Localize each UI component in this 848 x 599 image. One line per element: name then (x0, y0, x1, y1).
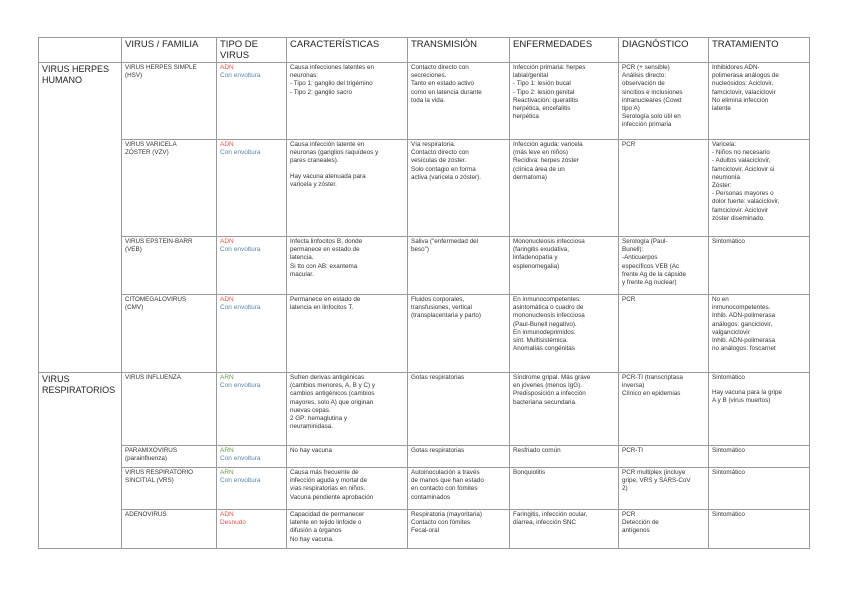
tratamiento-cell-line: dolor fuerte: valaciclovir, (712, 198, 780, 206)
caracteristicas-cell-line: nuevas cepas. (290, 406, 331, 414)
diagnostico-cell (619, 373, 709, 446)
transmision-cell-line: como en latencia durante (411, 88, 482, 96)
diagnostico-cell-line: Bunell): (622, 246, 644, 254)
caracteristicas-cell (287, 373, 408, 446)
enfermedades-cell-line: (clínica área de un (513, 165, 565, 173)
enfermedades-cell-line: Recidiva: herpes zóster (513, 157, 579, 165)
caracteristicas-cell-line: Causa infección latente en (290, 141, 365, 148)
diagnostico-cell-line: y frente Ag nuclear) (622, 279, 677, 287)
tratamiento-cell-line: inmunocompetentes. (712, 304, 771, 312)
caracteristicas-cell-line: (cambios menores, A, B y C) y (290, 382, 376, 390)
enfermedades-cell (510, 237, 619, 295)
enfermedades-cell-line: Infección aguda: varicela (513, 141, 583, 148)
diagnostico-cell-line: PCR (+ sensible) (622, 64, 670, 71)
nucleic-acid-label: ADN (220, 296, 234, 303)
tratamiento-cell-line: famciclovir. Aciclovir (712, 206, 768, 214)
header-empty (39, 38, 122, 63)
transmision-cell (408, 510, 510, 549)
diagnostico-cell-line: Serología (Paul- (622, 238, 668, 245)
tratamiento-cell-line: - Adultos valaciclovir, (712, 157, 771, 165)
enfermedades-cell (510, 373, 619, 446)
tratamiento-cell-line: - Niños no necesario (712, 149, 770, 157)
tratamiento-cell (709, 373, 810, 446)
nucleic-acid-label: ARN (220, 447, 234, 454)
header-enfermedades: ENFERMEDADES (510, 38, 619, 63)
enfermedades-cell-line: Mononucleosis infecciosa (513, 238, 585, 245)
envelope-label: Con envoltura (220, 149, 261, 157)
virus-name-line: SINCITIAL (VRS) (125, 477, 174, 485)
virus-name-line: VIRUS VARICELA (125, 141, 177, 148)
diagnostico-cell-line: PCR-TI (622, 447, 643, 454)
enfermedades-cell-line: - Tipo 1: lesión bucal (513, 80, 571, 88)
enfermedades-cell-line: esplenomegalia) (513, 262, 560, 270)
diagnostico-cell (619, 237, 709, 295)
virus-name-line: ADENOVIRUS (125, 511, 167, 518)
enfermedades-cell-line: labial/genital (513, 72, 549, 80)
enfermedades-cell-line: Reactivación: queratitis (513, 96, 579, 104)
transmision-cell-line: Vía respiratoria. (411, 141, 456, 148)
caracteristicas-cell-line: vías respiratorias en niños. (290, 485, 366, 493)
nucleic-acid-label: ADN (220, 141, 234, 148)
caracteristicas-cell-line: neuronas (ganglios raquídeos y (290, 149, 379, 157)
tratamiento-cell (709, 237, 810, 295)
tratamiento-cell-line: Sintomático (712, 511, 745, 518)
tratamiento-cell-line: Hay vacuna para la gripe (712, 389, 783, 397)
family-herpes: VIRUS HERPES HUMANO (39, 63, 122, 373)
caracteristicas-cell (287, 468, 408, 510)
enfermedades-cell-line: diarrea, infección SNC (513, 519, 576, 527)
caracteristicas-cell-line: Capacidad de permanecer (290, 511, 365, 518)
virus-name (122, 446, 217, 468)
caracteristicas-cell-line: infección aguda y mortal de (290, 477, 368, 485)
transmision-cell-line: de manos que han estado (411, 477, 484, 485)
virus-name-line: VIRUS EPSTEIN-BARR (125, 238, 193, 245)
enfermedades-cell (510, 468, 619, 510)
diagnostico-cell-line: específicos VEB (Ac (622, 262, 680, 270)
tratamiento-cell (709, 468, 810, 510)
caracteristicas-cell-line: Permanece en estado de (290, 296, 361, 303)
virus-type (217, 468, 287, 510)
caracteristicas-cell-line: pares craneales). (290, 157, 339, 165)
caracteristicas-cell-line: Infecta linfocitos B, donde (290, 238, 363, 245)
caracteristicas-cell-line: mayores, solo A) que originan (290, 398, 374, 406)
transmision-cell-line: Solo contagio en forma (411, 165, 476, 173)
diagnostico-cell-line: PCR (622, 511, 636, 518)
virus-type (217, 510, 287, 549)
diagnostico-cell (619, 446, 709, 468)
caracteristicas-cell-line: cambios antigénicos (cambios (290, 390, 375, 398)
virus-name (122, 63, 217, 140)
enfermedades-cell-line: Bonquiolitis (513, 469, 546, 476)
transmision-cell-line: Tanto en estado activo (411, 80, 475, 88)
caracteristicas-cell-line: difusión a órganos (290, 527, 342, 535)
caracteristicas-cell-line: permanece en estado de (290, 246, 360, 254)
diagnostico-cell-line: -Anticuerpos (622, 254, 658, 262)
virus-name-line: (parainfluenza) (125, 455, 168, 463)
enfermedades-cell (510, 510, 619, 549)
tratamiento-cell-line: Inhib. ADN-polimerasa (712, 337, 775, 345)
diagnostico-cell-line: infección primaria (622, 121, 672, 129)
enfermedades-cell-line: en jóvenes (menos IgG). (513, 382, 582, 390)
caracteristicas-cell (287, 63, 408, 140)
transmision-cell-line: toda la vida. (411, 96, 445, 104)
diagnostico-cell (619, 63, 709, 140)
tratamiento-cell-line: - Personas mayores o (712, 190, 774, 198)
transmision-cell-line: Autoinoculación a través (411, 469, 480, 476)
virus-name-line: CITOMEGALOVIRUS (125, 296, 187, 303)
header-row (39, 38, 810, 63)
diagnostico-cell-line: PCR multiplex (incluye (622, 469, 686, 476)
envelope-label: Con envoltura (220, 477, 261, 485)
caracteristicas-cell-line: Hay vacuna atenuada para (290, 172, 366, 180)
tratamiento-cell-line: Inhibidores ADN- (712, 64, 760, 71)
transmision-cell (408, 295, 510, 373)
tratamiento-cell-line: valganciclovir (712, 328, 750, 336)
tratamiento-cell-line: No elimina infección (712, 96, 769, 104)
caracteristicas-cell-line: No hay vacuna (290, 447, 333, 454)
diagnostico-cell-line: intranucleares (Cowd (622, 96, 682, 104)
nucleic-acid-label: ARN (220, 374, 234, 381)
header-diagnostico: DIAGNÓSTICO (619, 38, 709, 63)
tratamiento-cell-line (712, 382, 806, 389)
diagnostico-cell-line: observación de (622, 80, 665, 88)
enfermedades-cell (510, 295, 619, 373)
nucleic-acid-label: ADN (220, 511, 234, 518)
enfermedades-cell-line: - Tipo 2: lesión genital (513, 88, 575, 96)
header-tipo: TIPO DE VIRUS (217, 38, 287, 63)
virus-name (122, 510, 217, 549)
caracteristicas-cell-line: varicela y zóster. (290, 180, 337, 188)
caracteristicas-cell-line: Causa infecciones latentes en (290, 64, 375, 71)
virus-name (122, 295, 217, 373)
caracteristicas-cell-line: neuronas: (290, 72, 319, 80)
header-tratamiento: TRATAMIENTO (709, 38, 810, 63)
caracteristicas-cell-line: neuraminidasa. (290, 423, 334, 431)
diagnostico-cell-line: Clínico en epidemias (622, 390, 681, 398)
diagnostico-cell-line: PCR (622, 296, 636, 303)
diagnostico-cell-line: PCR-TI (transcriptasa (622, 374, 683, 381)
tratamiento-cell-line: latente (712, 105, 731, 113)
diagnostico-cell (619, 510, 709, 549)
transmision-cell (408, 468, 510, 510)
transmision-cell-line: contaminados (411, 493, 451, 501)
enfermedades-cell-line: herpética, encefalitis (513, 105, 571, 113)
header-transmision: TRANSMISIÓN (408, 38, 510, 63)
diagnostico-cell-line: Detección de (622, 519, 659, 527)
tratamiento-cell (709, 63, 810, 140)
transmision-cell-line: Respiratoria (mayoritaria) (411, 511, 483, 518)
tratamiento-cell-line: Zóster: (712, 182, 732, 190)
enfermedades-cell-line: herpética (513, 113, 539, 121)
enfermedades-cell (510, 140, 619, 237)
virus-name-line: (CMV) (125, 304, 144, 312)
virus-name-line: VIRUS HERPES SIMPLE (125, 64, 197, 71)
caracteristicas-cell-line: Causa más frecuente de (290, 469, 359, 476)
tratamiento-cell-line: Sintomático (712, 238, 745, 245)
family-respiratorios: VIRUS RESPIRATORIOS (39, 373, 122, 549)
enfermedades-cell-line: (más leve en niños) (513, 149, 568, 157)
virus-type (217, 295, 287, 373)
tratamiento-cell-line: Varicela: (712, 141, 737, 148)
tratamiento-cell-line: no análogos: foscarnet (712, 345, 776, 353)
transmision-cell-line: vesículas de zóster. (411, 157, 467, 165)
enfermedades-cell-line: asintomática o cuadro de (513, 304, 584, 312)
caracteristicas-cell-line: macular. (290, 270, 314, 278)
table-row (39, 295, 810, 373)
caracteristicas-cell (287, 140, 408, 237)
tratamiento-cell-line: neumonía (712, 173, 741, 181)
envelope-label: Desnudo (220, 519, 247, 527)
caracteristicas-cell (287, 237, 408, 295)
tratamiento-cell-line: nucleósidos: Aciclovir, (712, 80, 774, 88)
diagnostico-cell-line: inversa) (622, 382, 645, 390)
diagnostico-cell-line: frente Ag de la cápside (622, 270, 687, 278)
enfermedades-cell-line: mononucleosis infecciosa (513, 312, 585, 320)
virus-type (217, 140, 287, 237)
envelope-label: Con envoltura (220, 304, 261, 312)
transmision-cell (408, 237, 510, 295)
table-row (39, 510, 810, 549)
enfermedades-cell-line: Síndrome gripal. Más grave (513, 374, 591, 381)
virus-name (122, 140, 217, 237)
diagnostico-cell-line: 2) (622, 485, 628, 493)
transmision-cell-line: en contacto con fómites (411, 485, 478, 493)
tratamiento-cell-line: famciclovir, valaciclovir (712, 88, 776, 96)
table-row (39, 468, 810, 510)
diagnostico-cell-line: Serología solo útil en (622, 113, 681, 121)
table-row (39, 237, 810, 295)
transmision-cell-line: Gotas respiratorias (411, 447, 465, 454)
transmision-cell (408, 140, 510, 237)
transmision-cell-line: Contacto directo con (411, 64, 469, 71)
virus-name (122, 237, 217, 295)
envelope-label: Con envoltura (220, 455, 261, 463)
table-row (39, 140, 810, 237)
virus-name-line: (VEB) (125, 246, 142, 254)
transmision-cell-line: secreciones. (411, 72, 447, 80)
caracteristicas-cell-line: - Tipo 2: ganglio sacro (290, 88, 352, 96)
transmision-cell-line: Contacto directo con (411, 149, 469, 157)
tratamiento-cell-line: análogos: ganciclovir, (712, 320, 773, 328)
enfermedades-cell-line: linfadenopatía y (513, 254, 558, 262)
diagnostico-cell-line: Análisis directo: (622, 72, 667, 80)
caracteristicas-cell (287, 295, 408, 373)
caracteristicas-cell-line: latente en tejido linfoide o (290, 519, 362, 527)
caracteristicas-cell-line (290, 166, 404, 173)
tratamiento-cell (709, 140, 810, 237)
tratamiento-cell (709, 510, 810, 549)
enfermedades-cell-line: Faringitis, infección ocular, (513, 511, 588, 518)
transmision-cell-line: Contacto con fómites (411, 519, 471, 527)
virus-type (217, 63, 287, 140)
virus-name-line: ZÓSTER (VZV) (125, 149, 169, 157)
virus-name-line: (HSV) (125, 72, 143, 80)
tratamiento-cell-line: Sintomático (712, 374, 745, 381)
diagnostico-cell (619, 468, 709, 510)
header-virus-familia: VIRUS / FAMILIA (122, 38, 217, 63)
virus-type (217, 446, 287, 468)
diagnostico-cell (619, 295, 709, 373)
enfermedades-cell (510, 63, 619, 140)
diagnostico-cell-line: tipo A) (622, 105, 640, 113)
caracteristicas-cell-line: latencia en linfocitos T. (290, 304, 354, 312)
virus-name-line: PARAMIXOVIRUS (125, 447, 178, 454)
virus-type (217, 373, 287, 446)
virus-name-line: VIRUS RESPIRATORIO (125, 469, 193, 476)
virus-name-line: VIRUS INFLUENZA (125, 374, 181, 381)
caracteristicas-cell (287, 510, 408, 549)
transmision-cell-line: activa (varicela o zóster). (411, 173, 481, 181)
transmision-cell-line: (transplacentaria y parto) (411, 312, 481, 320)
nucleic-acid-label: ADN (220, 64, 234, 71)
caracteristicas-cell (287, 446, 408, 468)
tratamiento-cell-line: zóster diseminado. (712, 214, 765, 222)
caracteristicas-cell-line: Sufren derivas antigénicas (290, 374, 365, 381)
enfermedades-cell-line: dermatoma) (513, 173, 547, 181)
caracteristicas-cell-line: 2 GP: hemaglutina y (290, 415, 348, 423)
tratamiento-cell-line: Sintomático (712, 469, 745, 476)
transmision-cell-line: Gotas respiratorias (411, 374, 465, 381)
transmision-cell-line: transfusiones, vertical (411, 304, 472, 312)
enfermedades-cell-line: sínt. Multisistémica. (513, 337, 568, 345)
tratamiento-cell-line: No en (712, 296, 729, 303)
transmision-cell-line: Saliva ("enfermedad del (411, 238, 478, 245)
caracteristicas-cell-line: Si tto con AB: exantema (290, 262, 358, 270)
transmision-cell-line: Fluidos corporales, (411, 296, 465, 303)
diagnostico-cell (619, 140, 709, 237)
enfermedades-cell-line: Anomalías congénitas (513, 345, 575, 353)
enfermedades-cell-line: (Paul-Bunell negativo). (513, 320, 577, 328)
enfermedades-cell-line: (faringitis exudativa, (513, 246, 569, 254)
tratamiento-cell-line: A y B (virus muertos) (712, 397, 771, 405)
table-row (39, 63, 810, 140)
caracteristicas-cell-line: latencia. (290, 254, 314, 262)
header-caracteristicas: CARACTERÍSTICAS (287, 38, 408, 63)
nucleic-acid-label: ARN (220, 469, 234, 476)
tratamiento-cell-line: famciclovir. Aciclovir si (712, 165, 775, 173)
caracteristicas-cell-line: Vacuna pendiente aprobación (290, 493, 374, 501)
enfermedades-cell-line: Resfriado común (513, 447, 561, 454)
enfermedades-cell-line: Predisposición a infección (513, 390, 586, 398)
caracteristicas-cell-line: - Tipo 1: ganglio del trigémino (290, 80, 373, 88)
virus-table (38, 37, 810, 549)
virus-type (217, 237, 287, 295)
transmision-cell-line: beso") (411, 246, 429, 254)
enfermedades-cell-line: bacteriana secundaria. (513, 398, 577, 406)
envelope-label: Con envoltura (220, 246, 261, 254)
envelope-label: Con envoltura (220, 72, 261, 80)
diagnostico-cell-line: gripe, VRS y SARS-CoV (622, 477, 691, 485)
transmision-cell (408, 63, 510, 140)
caracteristicas-cell-line: No hay vacuna. (290, 535, 334, 543)
enfermedades-cell (510, 446, 619, 468)
virus-name (122, 468, 217, 510)
diagnostico-cell-line: sincitios e inclusiones (622, 88, 683, 96)
enfermedades-cell-line: En inmunodeprimidos: (513, 328, 576, 336)
tratamiento-cell-line: polimerasa análogos de (712, 72, 779, 80)
nucleic-acid-label: ADN (220, 238, 234, 245)
envelope-label: Con envoltura (220, 382, 261, 390)
enfermedades-cell-line: En inmunocompetentes: (513, 296, 581, 303)
diagnostico-cell-line: PCR (622, 141, 636, 148)
transmision-cell (408, 373, 510, 446)
table-row (39, 373, 810, 446)
transmision-cell (408, 446, 510, 468)
tratamiento-cell (709, 446, 810, 468)
enfermedades-cell-line: Infección primaria: herpes (513, 64, 586, 71)
transmision-cell-line: Fecal-oral (411, 527, 439, 535)
tratamiento-cell (709, 295, 810, 373)
virus-name (122, 373, 217, 446)
tratamiento-cell-line: Inhib. ADN-polimerasa (712, 312, 775, 320)
diagnostico-cell-line: antígenos (622, 527, 650, 535)
tratamiento-cell-line: Sintomático (712, 447, 745, 454)
table-row (39, 446, 810, 468)
